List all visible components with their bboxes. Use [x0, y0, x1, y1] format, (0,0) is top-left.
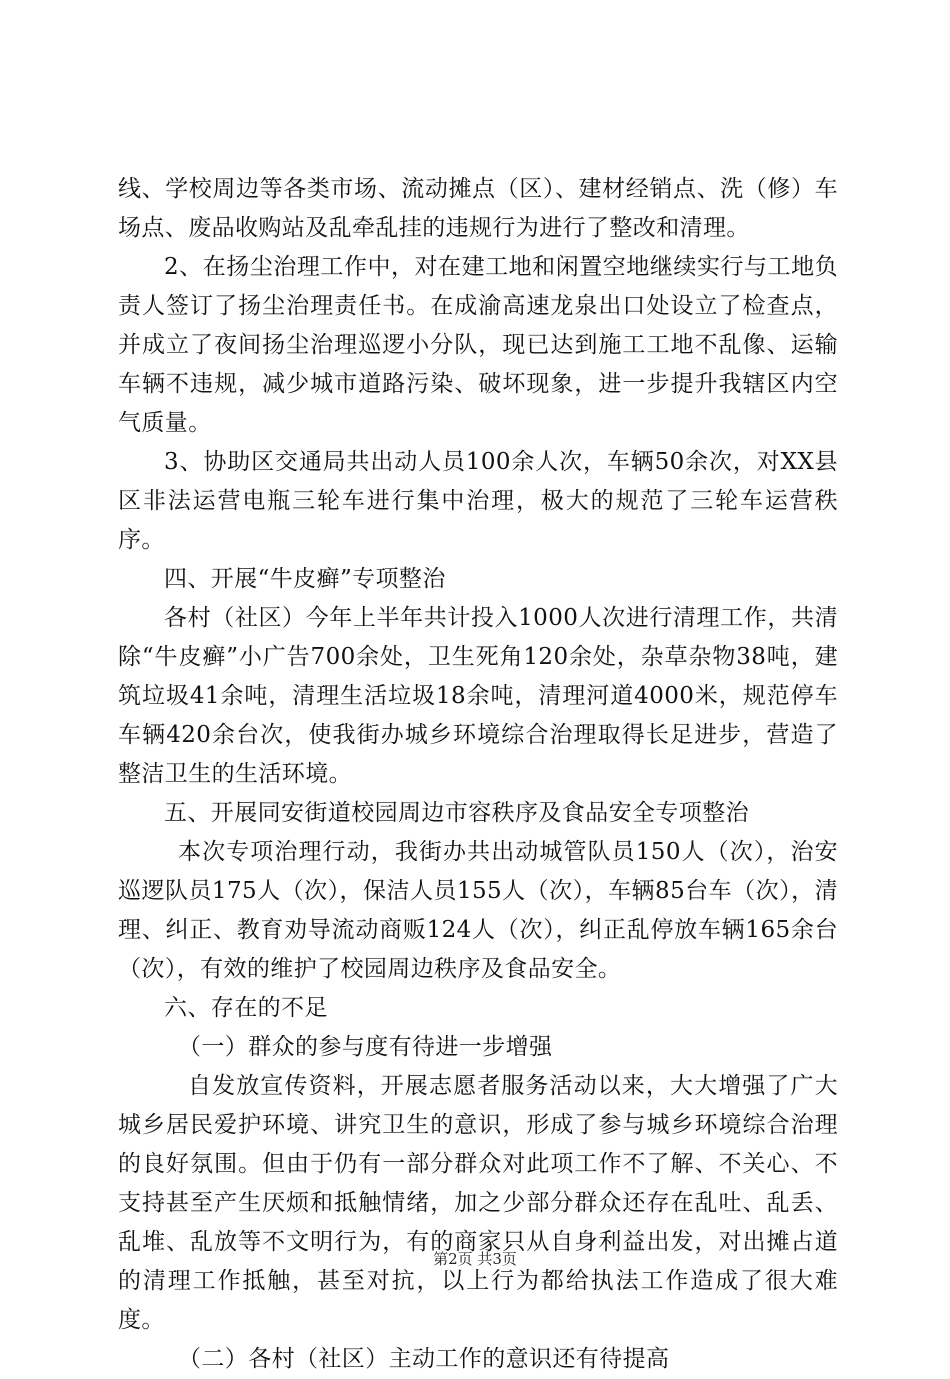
section-heading-6: 六、存在的不足: [164, 995, 328, 1021]
page-number-footer: 第2页 共3页: [433, 1250, 517, 1268]
paragraph-ad-cleanup: 各村（社区）今年上半年共计投入1000人次进行清理工作，共清除“牛皮癣”小广告700余处，卫生死角120余处，杂草杂物38吨，建筑垃圾41余吨，清理生活垃圾18余吨，清理河道4000米，规范停车车辆420余台次，使我街办城乡环境综合治理取得长足进步，营造了整洁卫生的生活环境。: [118, 605, 838, 787]
subsection-heading-1: （一）群众的参与度有待进一步增强: [178, 1034, 553, 1060]
section-heading-5: 五、开展同安街道校园周边市容秩序及食品安全专项整治: [164, 800, 749, 826]
paragraph-dust-control: 2、在扬尘治理工作中，对在建工地和闲置空地继续实行与工地负责人签订了扬尘治理责任书。在成渝高速龙泉出口处设立了检查点，并成立了夜间扬尘治理巡逻小分队，现已达到施工工地不乱像、运输车辆不违规，减少城市道路污染、破坏现象，进一步提升我辖区内空气质量。: [118, 254, 838, 436]
document-body: [118, 170, 838, 1379]
subsection-heading-2: （二）各村（社区）主动工作的意识还有待提高: [178, 1346, 670, 1372]
paragraph-tricycle-control: 3、协助区交通局共出动人员100余人次，车辆50余次，对XX县区非法运营电瓶三轮车进行集中治理，极大的规范了三轮车运营秩序。: [118, 449, 838, 553]
section-heading-4: 四、开展“牛皮癣”专项整治: [164, 566, 446, 592]
paragraph-continuation: 线、学校周边等各类市场、流动摊点（区）、建材经销点、洗（修）车场点、废品收购站及乱牵乱挂的违规行为进行了整改和清理。: [118, 176, 838, 241]
paragraph-public-participation: 自发放宣传资料，开展志愿者服务活动以来，大大增强了广大城乡居民爱护环境、讲究卫生的意识，形成了参与城乡环境综合治理的良好氛围。但由于仍有一部分群众对此项工作不了解、不关心、不支持甚至产生厌烦和抵触情绪，加之少部分群众还存在乱吐、乱丢、乱堆、乱放等不文明行为，有的商家只从自身利益出发，对出摊占道的清理工作抵触，甚至对抗，以上行为都给执法工作造成了很大难度。: [118, 1073, 838, 1333]
paragraph-campus-action: 本次专项治理行动，我街办共出动城管队员150人（次），治安巡逻队员175人（次），保洁人员155人（次），车辆85台车（次），清理、纠正、教育劝导流动商贩124人（次），纠正乱停放车辆165余台（次），有效的维护了校园周边秩序及食品安全。: [118, 839, 838, 982]
